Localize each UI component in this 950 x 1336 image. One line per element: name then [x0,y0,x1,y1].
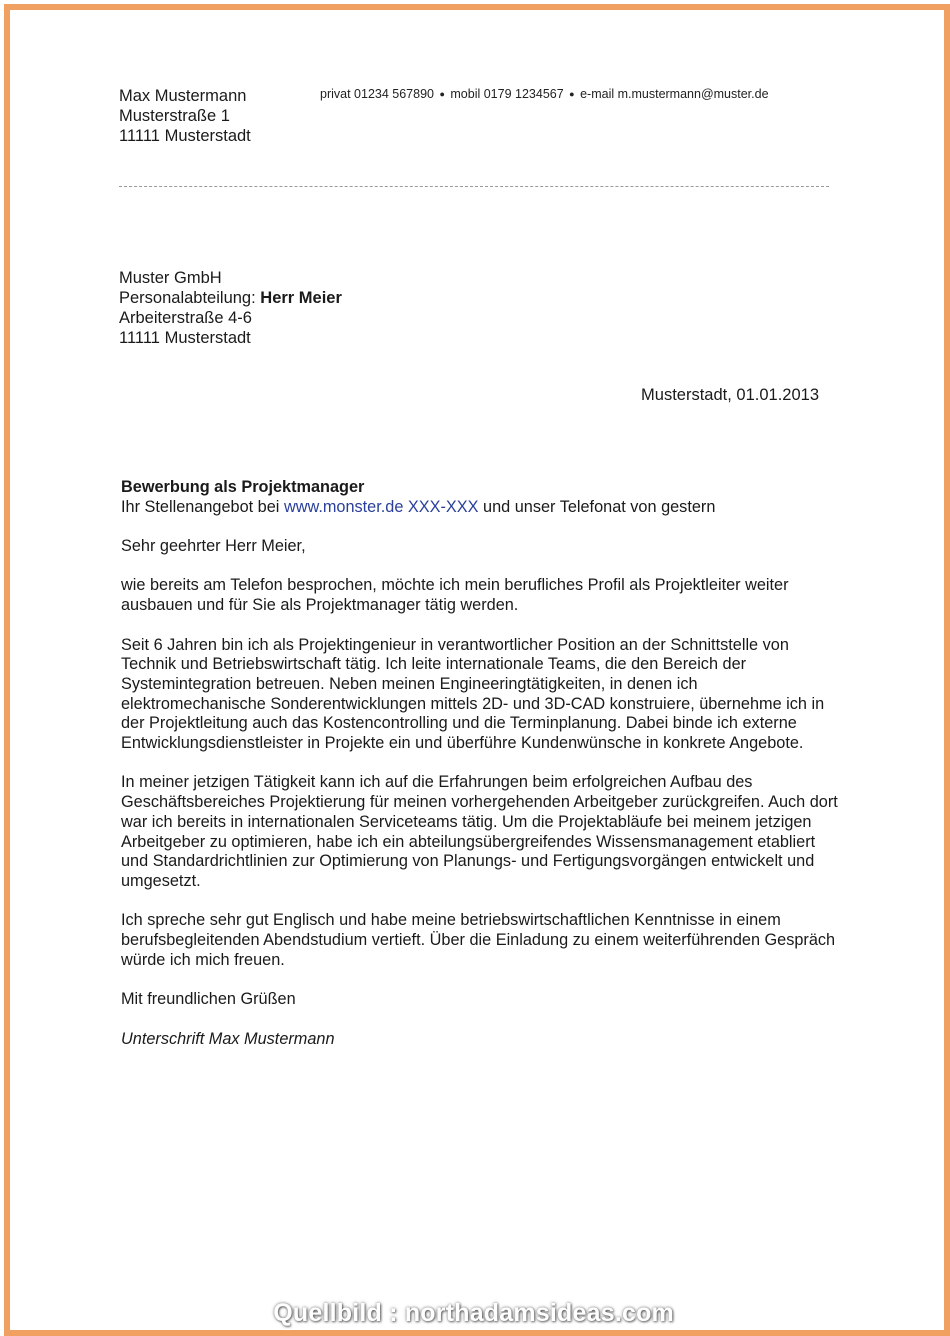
contact-email: e-mail m.mustermann@muster.de [580,87,769,101]
closing: Mit freundlichen Grüßen [121,990,296,1009]
signature: Unterschrift Max Mustermann [121,1029,335,1048]
letter-body [121,478,841,1049]
contact-phone: privat 01234 567890 [320,87,434,101]
body-paragraph: Ich spreche sehr gut Englisch und habe meine betriebswirtschaftlichen Kenntnisse in einem berufsbegleitenden Abendstudium vertieft. Über die Einladung zu einem weiterführenden Gespräch würde ich mich freuen. [121,911,836,969]
recipient-company: Muster GmbH [119,269,222,287]
reference-suffix: und unser Telefonat von gestern [483,497,716,516]
sender-name: Max Mustermann [119,87,247,105]
reference-prefix: Ihr Stellenangebot bei [121,497,280,516]
letter-date: Musterstadt, 01.01.2013 [641,386,819,404]
source-watermark: Quellbild : northadamsideas.com [273,1299,674,1327]
bullet-icon: ● [439,89,445,99]
header-divider [119,186,829,187]
body-paragraph: wie bereits am Telefon besprochen, möchte ich mein berufliches Profil als Projektleiter weiter ausbauen und für Sie als Projektmanager tätig werden. [121,576,789,615]
body-paragraph: In meiner jetzigen Tätigkeit kann ich auf die Erfahrungen beim erfolgreichen Aufbau des Geschäftsbereiches Projektierung für meinen vorhergehenden Arbeitgeber zurückgreifen. Auch dort war ich bereits in internationalen Serviceteams tätig. Um die Projektabläufe bei meinem jetzigen Arbeitgeber zu optimieren, habe ich ein abteilungsübergreifendes Wissensmanagement etabliert und Standardrichtlinien zur Optimierung von Planungs- und Fertigungsvorgängen entwickelt und umgesetzt. [121,773,838,890]
recipient-department-prefix: Personalabteilung: [119,289,256,307]
recipient-person: Herr Meier [260,289,342,307]
recipient-street: Arbeiterstraße 4-6 [119,309,252,327]
letter-subject: Bewerbung als Projektmanager [121,478,365,496]
body-paragraph: Seit 6 Jahren bin ich als Projektingenieur in verantwortlicher Position an der Schnittstelle von Technik und Betriebswirtschaft tätig. Ich leite internationale Teams, die den Bereich der Systemintegration betreuen. Neben meinen Engineeringtätigkeiten, in denen ich elektromechanische Sonderentwicklungen mittels 2D- und 3D-CAD konstruiere, übernehme ich in der Projektleitung auch das Kostencontrolling und die Terminplanung. Dabei binde ich externe Entwicklungsdienstleister in Projekte ein und überführe Kundenwünsche in konkrete Angebote. [121,635,825,753]
bullet-icon: ● [569,89,575,99]
recipient-department [119,288,342,308]
sender-address [119,86,251,146]
sender-city: 11111 Musterstadt [119,127,251,145]
contact-mobile: mobil 0179 1234567 [450,87,564,101]
sender-street: Musterstraße 1 [119,107,230,125]
sender-contact [320,87,769,101]
salutation: Sehr geehrter Herr Meier, [121,537,306,556]
reference-line [121,498,841,518]
recipient-city: 11111 Musterstadt [119,329,251,347]
job-ad-link[interactable]: www.monster.de XXX-XXX [283,497,479,516]
recipient-address [119,268,342,348]
